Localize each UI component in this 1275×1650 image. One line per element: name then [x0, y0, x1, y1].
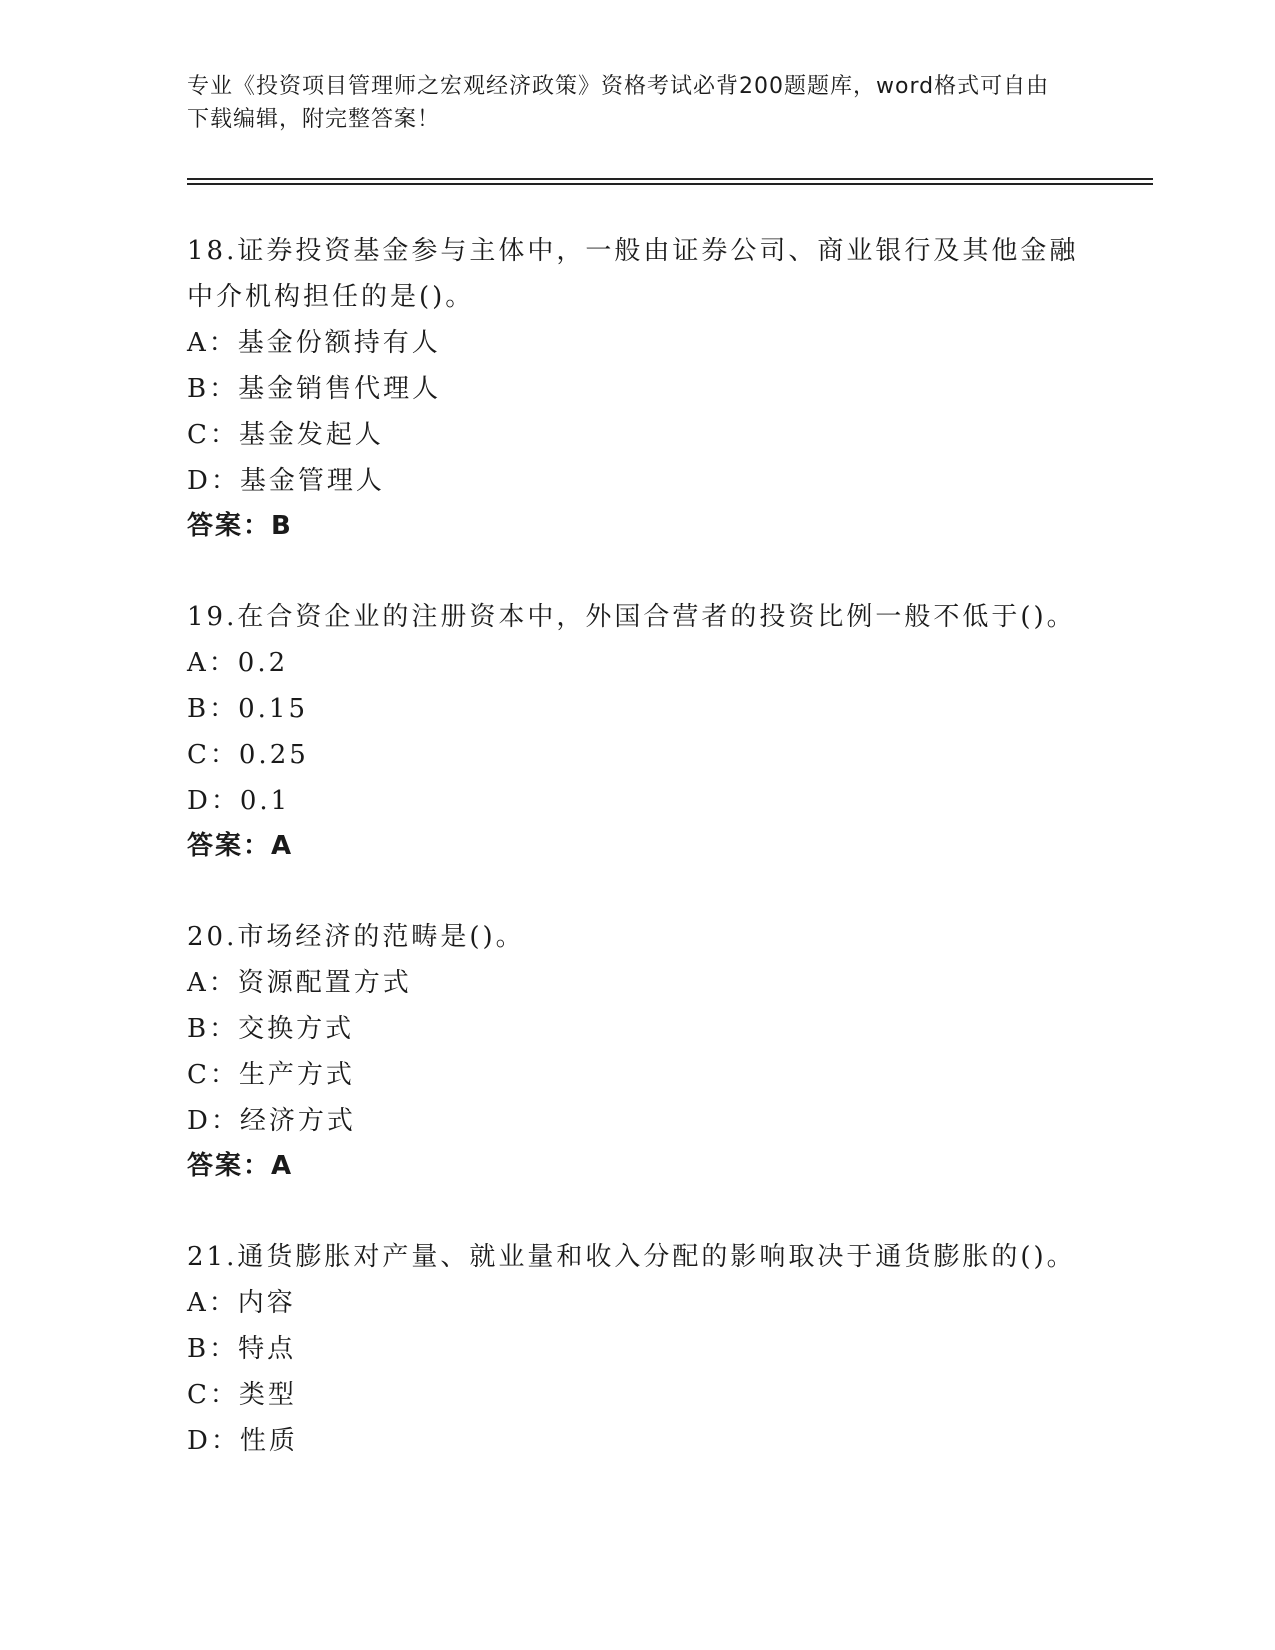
question-18: [187, 228, 1087, 548]
answer-line: 答案：A: [187, 1151, 294, 1181]
answer-line: 答案：B: [187, 511, 293, 541]
question-list: [187, 228, 1087, 1510]
option-b: B：基金销售代理人: [187, 374, 442, 404]
question-20: [187, 914, 1087, 1188]
option-d: D：经济方式: [187, 1106, 356, 1136]
option-a: A：内容: [187, 1288, 296, 1318]
option-d: D：基金管理人: [187, 466, 385, 496]
option-c: C：生产方式: [187, 1060, 355, 1090]
header-rule-top: [187, 178, 1153, 180]
option-b: B：交换方式: [187, 1014, 355, 1044]
option-c: C：基金发起人: [187, 420, 384, 450]
option-a: A：资源配置方式: [187, 968, 412, 998]
option-d: D：性质: [187, 1426, 298, 1456]
option-a: A：0.2: [187, 648, 289, 678]
question-stem: 19.在合资企业的注册资本中，外国合营者的投资比例一般不低于()。: [187, 602, 1076, 632]
document-header: 专业《投资项目管理师之宏观经济政策》资格考试必背200题题库，word格式可自由下载编辑，附完整答案！: [187, 74, 1050, 132]
header-rule-bottom: [187, 183, 1153, 185]
option-c: C：0.25: [187, 740, 309, 770]
question-19: [187, 594, 1087, 868]
option-d: D：0.1: [187, 786, 291, 816]
question-21: [187, 1234, 1087, 1464]
option-b: B：0.15: [187, 694, 308, 724]
option-c: C：类型: [187, 1380, 297, 1410]
question-stem: 21.通货膨胀对产量、就业量和收入分配的影响取决于通货膨胀的()。: [187, 1242, 1076, 1272]
option-b: B：特点: [187, 1334, 297, 1364]
question-stem: 20.市场经济的范畴是()。: [187, 922, 525, 952]
option-a: A：基金份额持有人: [187, 328, 441, 358]
question-stem: 18.证券投资基金参与主体中，一般由证券公司、商业银行及其他金融中介机构担任的是()。: [187, 236, 1079, 312]
answer-line: 答案：A: [187, 831, 294, 861]
